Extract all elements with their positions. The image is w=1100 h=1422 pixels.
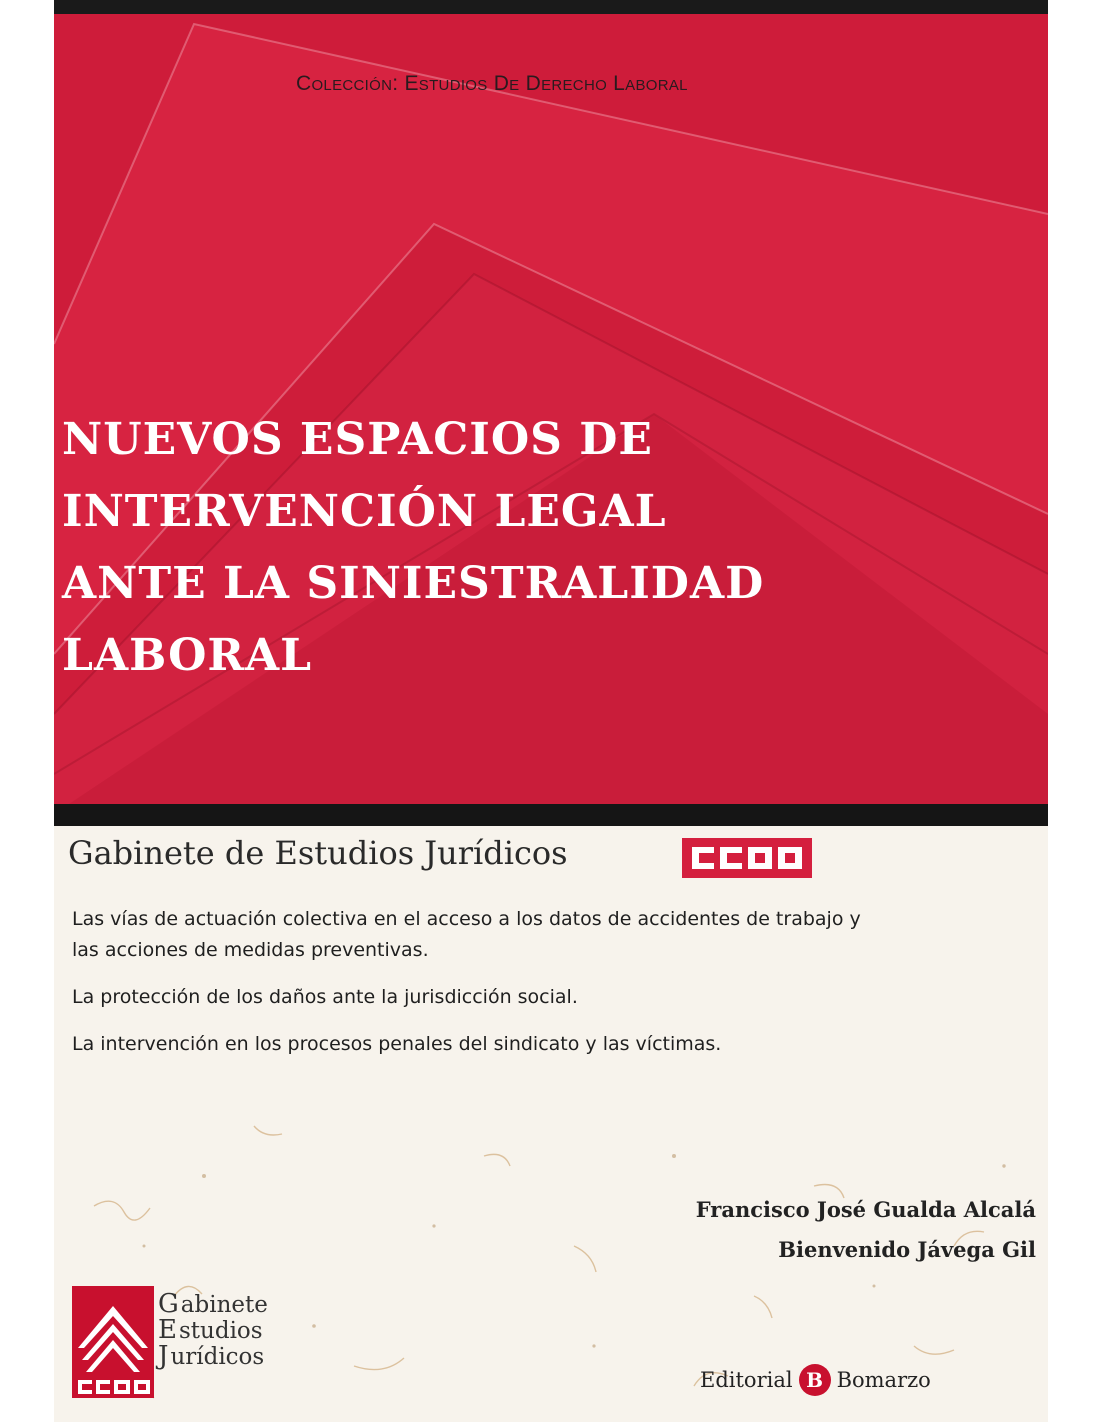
title-line: INTERVENCIÓN LEGAL (62, 486, 667, 537)
ccoo-logo (682, 838, 812, 878)
summary-text (72, 904, 872, 1076)
bomarzo-logo-icon: B (799, 1364, 831, 1396)
summary-paragraph: La protección de los daños ante la jurisdicción social. (72, 986, 578, 1008)
publisher-name: Bomarzo (836, 1368, 931, 1392)
author-name: Francisco José Gualda Alcalá (695, 1197, 1036, 1222)
gej-letter: J (158, 1341, 169, 1371)
summary-paragraph: La intervención en los procesos penales del sindicato y las víctimas. (72, 1033, 722, 1055)
gej-logo (72, 1286, 372, 1398)
top-dark-strip (54, 0, 1048, 14)
author-name: Bienvenido Jávega Gil (778, 1237, 1036, 1262)
title-line: ANTE LA SINIESTRALIDAD (62, 558, 765, 609)
gej-word: abinete (180, 1292, 268, 1318)
gej-letter: G (158, 1289, 179, 1319)
book-title (62, 404, 942, 692)
summary-paragraph: Las vías de actuación colectiva en el acceso a los datos de accidentes de trabajo y las acciones de medidas preventivas. (72, 908, 861, 961)
title-line: NUEVOS ESPACIOS DE (62, 414, 653, 465)
publisher (700, 1362, 931, 1398)
title-line: LABORAL (62, 630, 313, 681)
collection-label: Colección: Estudios De Derecho Laboral (296, 72, 688, 95)
gej-word: studios (178, 1318, 263, 1344)
gabinete-heading: Gabinete de Estudios Jurídicos (68, 834, 568, 872)
black-divider-band (54, 804, 1048, 826)
gej-emblem-icon (72, 1286, 154, 1398)
gej-word: urídicos (170, 1344, 265, 1370)
gej-letter: E (158, 1315, 177, 1345)
publisher-prefix: Editorial (700, 1368, 793, 1392)
gej-wordmark (158, 1289, 268, 1371)
authors (696, 1190, 1036, 1270)
